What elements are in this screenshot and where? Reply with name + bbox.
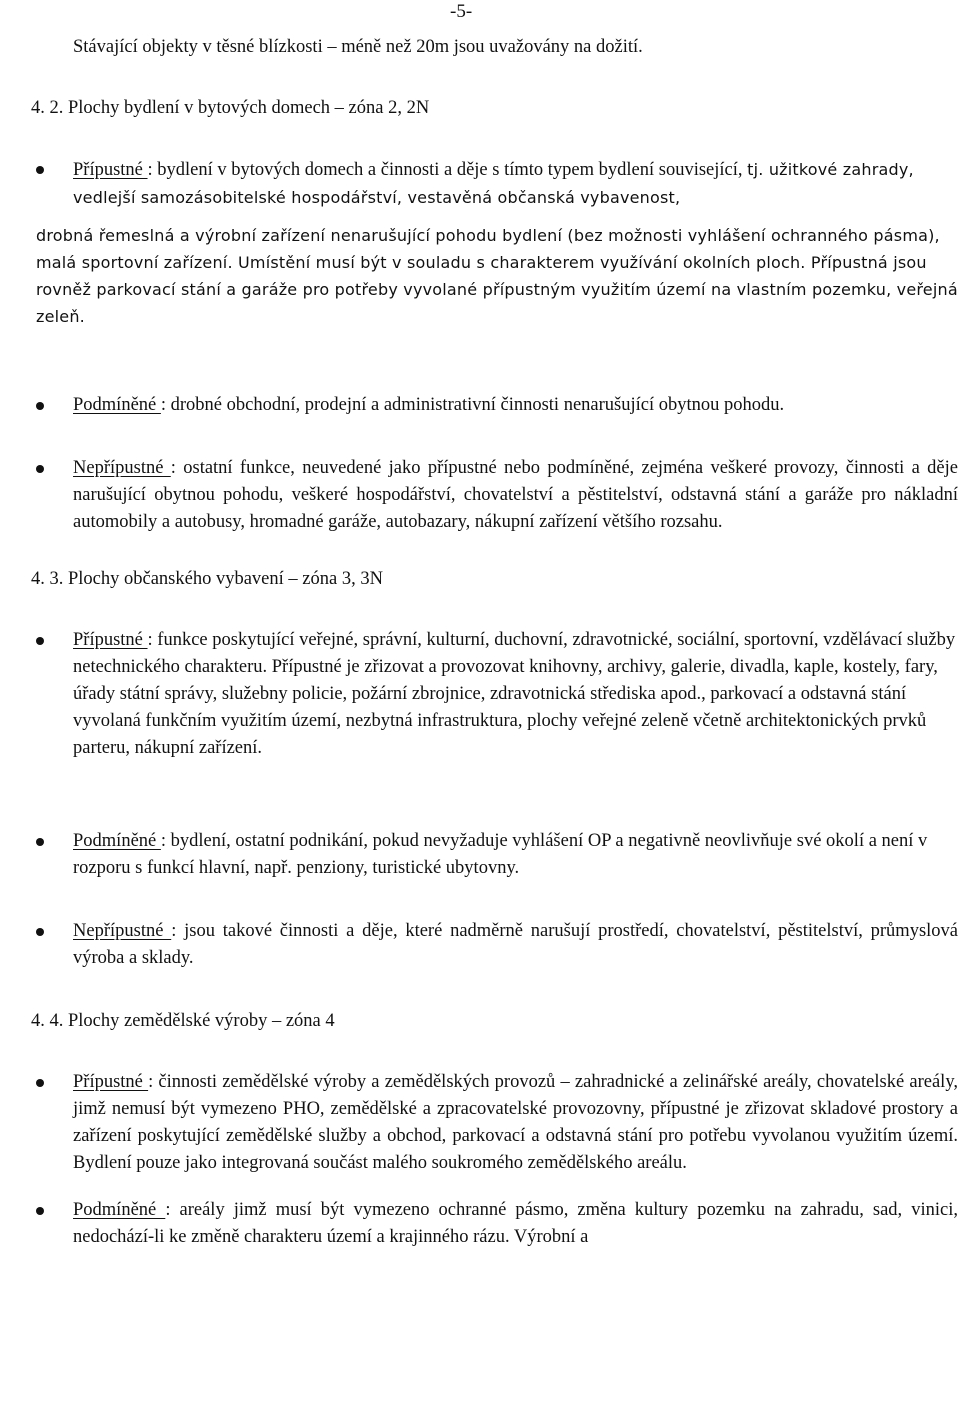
- section-heading-4-2: 4. 2. Plochy bydlení v bytových domech – zóna 2, 2N: [31, 98, 430, 118]
- bullet-icon: [36, 465, 44, 473]
- term-pripustne: Přípustné: [73, 160, 148, 180]
- term-pripustne: Přípustné: [73, 1072, 149, 1092]
- bullet-icon: [36, 928, 44, 936]
- list-item-podminene-4-4: [36, 1197, 958, 1251]
- list-item-pripustne-4-4: [36, 1069, 958, 1177]
- item-text: : ostatní funkce, neuvedené jako přípustné nebo podmíněné, zejména veškeré provozy, činnosti a děje narušující obytnou pohodu, veškeré hospodářství, chovatelství a pěstitelství, odstavná stání a garáže pro nákladní automobily a autobusy, hromadné garáže, autobazary, nákupní zařízení většího rozsahu.: [73, 458, 958, 532]
- list-item-pripustne-4-3: [36, 627, 958, 762]
- list-item-pripustne-4-2: [36, 156, 958, 212]
- bullet-icon: [36, 838, 44, 846]
- term-podminene: Podmíněné: [73, 1200, 166, 1220]
- item-text: : areály jimž musí být vymezeno ochranné pásmo, změna kultury pozemku na zahradu, sad, vinici, nedochází-li ke změně charakteru území a krajinného rázu. Výrobní a: [73, 1200, 958, 1247]
- list-item-nepripustne-4-2: [36, 455, 958, 536]
- item-text-sans: tj. užitkové zahrady, vedlejší samozásobitelské hospodářství, vestavěná občanská vybavenost,: [73, 160, 914, 207]
- bullet-icon: [36, 166, 44, 174]
- continuation-text-a: drobná řemeslná a výrobní zařízení nenarušující pohodu bydlení (bez možnosti vyhlášení ochranného pásma), malá sportovní zařízení. Umístění musí být v souladu s charakterem využívání okolních ploch.: [36, 226, 940, 272]
- continuation-paragraph: [36, 222, 958, 330]
- intro-paragraph: Stávající objekty v těsné blízkosti – méně než 20m jsou uvažovány na dožití.: [73, 37, 643, 57]
- section-heading-4-4: 4. 4. Plochy zemědělské výroby – zóna 4: [31, 1011, 335, 1031]
- item-text: : bydlení, ostatní podnikání, pokud nevyžaduje vyhlášení OP a negativně neovlivňuje své okolí a není v rozporu s funkcí hlavní, např. penziony, turistické ubytovny.: [73, 831, 928, 878]
- section-heading-4-3: 4. 3. Plochy občanského vybavení – zóna 3, 3N: [31, 569, 383, 589]
- item-text: : bydlení v bytových domech a činnosti a děje s tímto typem bydlení související,: [147, 160, 748, 180]
- term-podminene: Podmíněné: [73, 395, 161, 415]
- list-item-podminene-4-3: [36, 828, 958, 882]
- list-item-nepripustne-4-3: [36, 918, 958, 972]
- bullet-icon: [36, 637, 44, 645]
- continuation-text-b: Přípustná jsou rovněž parkovací stání a garáže pro potřeby vyvolané přípustným využitím území na vlastním pozemku, veřejná zeleň.: [36, 253, 958, 326]
- term-nepripustne: Nepřípustné: [73, 921, 172, 941]
- item-text: : jsou takové činnosti a děje, které nadměrně narušují prostředí, chovatelství, pěstitelství, průmyslová výroba a sklady.: [73, 921, 958, 968]
- term-nepripustne: Nepřípustné: [73, 458, 171, 478]
- term-pripustne: Přípustné: [73, 630, 148, 650]
- page-number: -5-: [450, 1, 473, 22]
- bullet-icon: [36, 402, 44, 410]
- item-text: : činnosti zemědělské výroby a zemědělských provozů – zahradnické a zelinářské areály, chovatelské areály, jimž nemusí být vymezeno PHO, zemědělské a zpracovatelské provozovny, přípustné je zřizovat skladové prostory a zařízení poskytující zemědělské služby a obchod, parkovací a odstavná stání pro potřebu vyvolanou využitím území. Bydlení pouze jako integrovaná součást malého soukromého zemědělského areálu.: [73, 1072, 958, 1173]
- item-text: : funkce poskytující veřejné, správní, kulturní, duchovní, zdravotnické, sociální, sportovní, vzdělávací služby netechnického charakteru. Přípustné je zřizovat a provozovat knihovny, archivy, galerie, divadla, kaple, kostely, fary, úřady státní správy, služebny policie, požární zbrojnice, zdravotnická střediska apod., parkovací a odstavná stání vyvolaná funkčním využitím území, nezbytná infrastruktura, plochy veřejné zeleně včetně architektonických prvků parteru, nákupní zařízení.: [73, 630, 956, 758]
- bullet-icon: [36, 1079, 44, 1087]
- bullet-icon: [36, 1207, 44, 1215]
- list-item-podminene-4-2: [36, 392, 958, 419]
- term-podminene: Podmíněné: [73, 831, 161, 851]
- item-text: : drobné obchodní, prodejní a administrativní činnosti nenarušující obytnou pohodu.: [160, 395, 785, 415]
- document-body: [31, 34, 958, 1251]
